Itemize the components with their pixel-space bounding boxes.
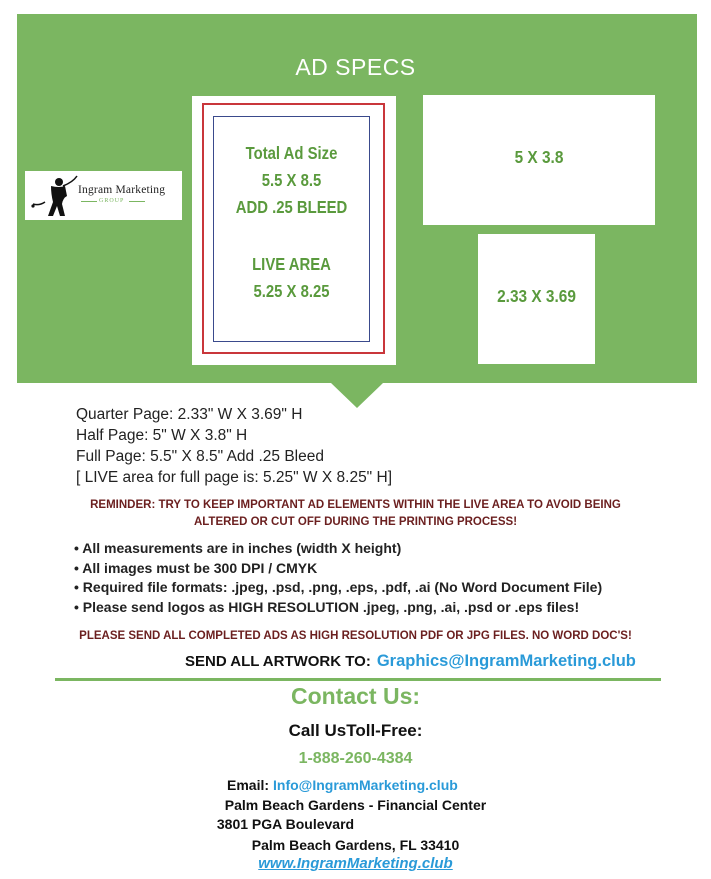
- address-line-1: Palm Beach Gardens - Financial Center: [224, 797, 487, 813]
- golfer-icon: [29, 174, 79, 218]
- full-page-line-2: 5.5 X 8.5: [261, 170, 322, 190]
- logo-subtitle: GROUP: [99, 198, 125, 204]
- contact-email-link[interactable]: Info@IngramMarketing.club: [273, 777, 458, 793]
- contact-heading: Contact Us:: [290, 683, 421, 709]
- phone-number[interactable]: 1-888-260-4384: [298, 750, 413, 767]
- logo-rule-right: [129, 201, 145, 202]
- bullet-item: • All images must be 300 DPI / CMYK: [74, 559, 602, 579]
- spec-live: [ LIVE area for full page is: 5.25" W X 8.25" H]: [76, 469, 392, 486]
- contact-email-line: [227, 777, 458, 793]
- email-label: Email:: [227, 777, 270, 793]
- spec-half: Half Page: 5" W X 3.8" H: [76, 427, 248, 444]
- send-artwork-line: [185, 652, 636, 671]
- full-page-line-1: Total Ad Size: [245, 143, 338, 163]
- logo-wordmark: Ingram Marketing: [78, 184, 166, 196]
- bullet-item: • All measurements are in inches (width X height): [74, 539, 602, 559]
- company-logo: [25, 171, 182, 220]
- bullet-item: • Required file formats: .jpeg, .psd, .png, .eps, .pdf, .ai (No Word Document File): [74, 578, 602, 598]
- address-line-2: 3801 PGA Boulevard: [216, 816, 355, 832]
- logo-rule-left: [81, 201, 97, 202]
- website-link[interactable]: www.IngramMarketing.club: [258, 855, 453, 872]
- bullet-item: • Please send logos as HIGH RESOLUTION .jpeg, .png, .ai, .psd or .eps files!: [74, 598, 602, 618]
- quarter-page-label: 2.33 X 3.69: [497, 286, 576, 306]
- send-label: SEND ALL ARTWORK TO:: [185, 653, 371, 670]
- requirements-list: [74, 539, 602, 617]
- section-divider: [55, 678, 661, 681]
- half-page-ad-box: [423, 95, 655, 225]
- full-page-line-5: 5.25 X 8.25: [253, 281, 330, 301]
- reminder-line-1: REMINDER: TRY TO KEEP IMPORTANT AD ELEMENTS WITHIN THE LIVE AREA TO AVOID BEING: [90, 499, 621, 511]
- spec-quarter: Quarter Page: 2.33" W X 3.69" H: [76, 406, 303, 423]
- full-page-line-4: LIVE AREA: [252, 254, 331, 274]
- half-page-label: 5 X 3.8: [514, 147, 564, 167]
- address-line-3: Palm Beach Gardens, FL 33410: [251, 837, 460, 853]
- call-label: Call UsToll-Free:: [288, 721, 423, 740]
- spec-list: [76, 404, 392, 488]
- full-page-line-3: ADD .25 BLEED: [235, 197, 348, 217]
- artwork-email-link[interactable]: Graphics@IngramMarketing.club: [376, 652, 636, 670]
- page-title: AD SPECS: [295, 54, 416, 80]
- reminder-line-2: ALTERED OR CUT OFF DURING THE PRINTING PROCESS!: [193, 516, 518, 528]
- quarter-page-ad-box: [478, 234, 595, 364]
- spec-full: Full Page: 5.5" X 8.5" Add .25 Bleed: [76, 448, 324, 465]
- reminder-note: [0, 497, 711, 531]
- file-format-notice: PLEASE SEND ALL COMPLETED ADS AS HIGH RESOLUTION PDF OR JPG FILES. NO WORD DOC'S!: [79, 630, 632, 642]
